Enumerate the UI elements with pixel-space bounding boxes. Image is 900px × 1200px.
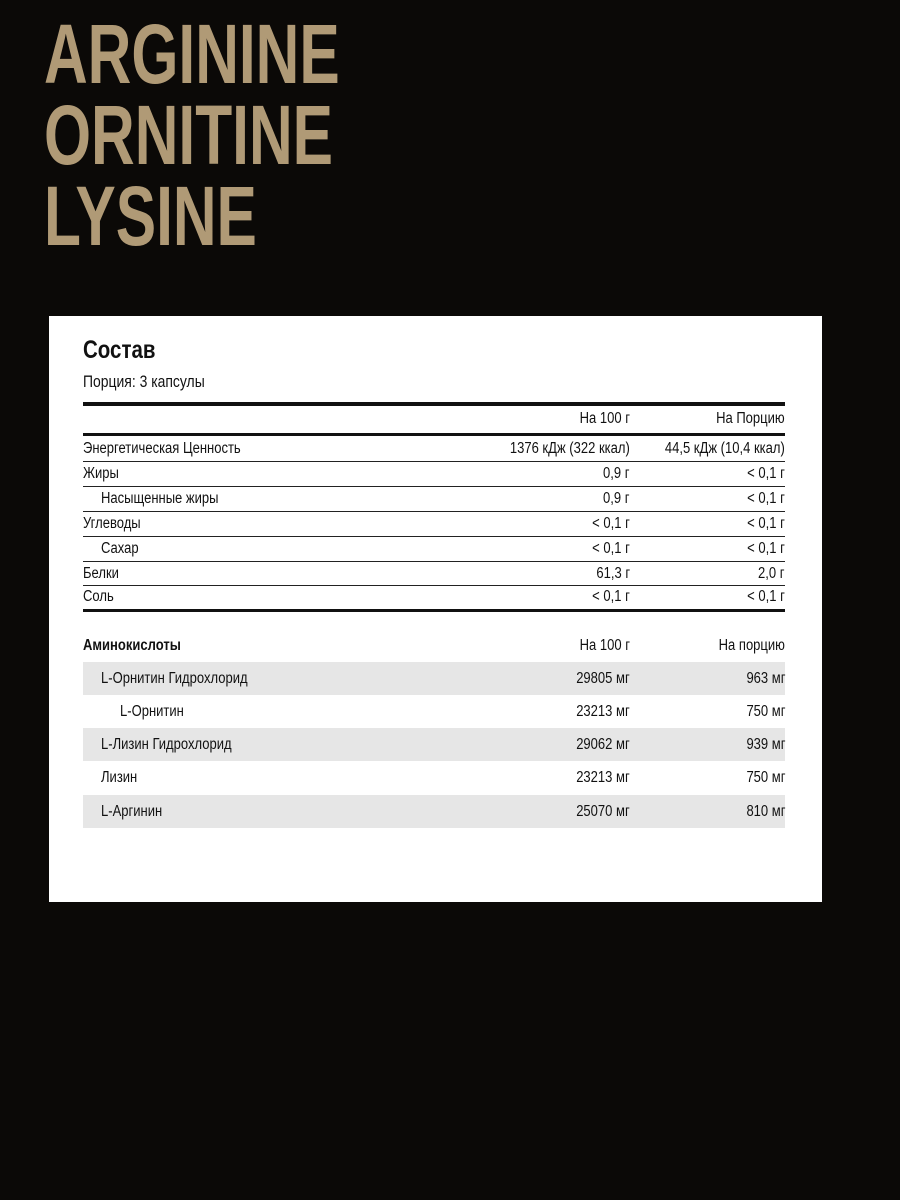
amino-per-serving: 963 мг — [745, 670, 785, 687]
nutrition-name: Насыщенные жиры — [101, 490, 219, 507]
amino-header-per-100: На 100 г — [579, 637, 630, 654]
product-headline — [44, 7, 455, 263]
nutrition-per-100: 61,3 г — [596, 565, 630, 582]
table-top-rule — [83, 402, 785, 406]
nutrition-per-100: < 0,1 г — [592, 540, 630, 557]
headline-line-ornitine: ORNITINE — [44, 88, 333, 182]
header-rule — [83, 433, 785, 436]
nutrition-name: Белки — [83, 565, 119, 582]
nutrition-row-salt — [83, 585, 785, 609]
amino-row-arginine — [83, 795, 785, 828]
header-per-100: На 100 г — [579, 410, 630, 427]
nutrition-name: Энергетическая Ценность — [83, 440, 241, 457]
amino-name: L-Лизин Гидрохлорид — [101, 736, 232, 753]
nutrition-row-energy — [83, 437, 785, 461]
nutrition-name: Соль — [83, 588, 114, 605]
nutrition-header-row — [83, 407, 785, 431]
amino-per-serving: 750 мг — [745, 769, 785, 786]
amino-header-per-serving: На порцию — [718, 637, 785, 654]
amino-row-ornithine-hcl — [83, 662, 785, 695]
amino-row-ornithine — [83, 695, 785, 728]
nutrition-per-100: 1376 кДж (322 ккал) — [510, 440, 630, 457]
nutrition-per-serving: < 0,1 г — [747, 588, 785, 605]
amino-per-serving: 750 мг — [745, 703, 785, 720]
nutrition-per-serving: < 0,1 г — [747, 465, 785, 482]
header-per-serving: На Порцию — [716, 410, 785, 427]
nutrition-per-100: 0,9 г — [603, 465, 630, 482]
nutrition-row-protein — [83, 562, 785, 586]
nutrition-row-saturated-fat — [83, 487, 785, 511]
nutrition-per-serving: < 0,1 г — [747, 515, 785, 532]
amino-name: Лизин — [101, 769, 138, 786]
amino-per-100: 29805 мг — [576, 670, 630, 687]
nutrition-row-sugar — [83, 537, 785, 561]
amino-per-100: 29062 мг — [576, 736, 630, 753]
nutrition-name: Углеводы — [83, 515, 141, 532]
nutrition-per-serving: < 0,1 г — [747, 490, 785, 507]
nutrition-per-100: 0,9 г — [603, 490, 630, 507]
amino-name: L-Орнитин Гидрохлорид — [101, 670, 248, 687]
amino-per-serving: 810 мг — [745, 803, 785, 820]
amino-per-100: 23213 мг — [576, 703, 630, 720]
amino-header-row — [83, 631, 785, 661]
nutrition-per-serving: 44,5 кДж (10,4 ккал) — [665, 440, 785, 457]
composition-panel — [49, 316, 822, 902]
nutrition-row-fat — [83, 462, 785, 486]
table-bottom-rule — [83, 609, 785, 612]
amino-header-name: Аминокислоты — [83, 637, 181, 654]
headline-line-arginine: ARGININE — [44, 7, 340, 101]
nutrition-per-serving: < 0,1 г — [747, 540, 785, 557]
panel-title: Состав — [83, 336, 156, 364]
nutrition-per-100: < 0,1 г — [592, 588, 630, 605]
serving-size: Порция: 3 капсулы — [83, 372, 205, 391]
nutrition-per-100: < 0,1 г — [592, 515, 630, 532]
amino-per-serving: 939 мг — [745, 736, 785, 753]
headline-line-lysine: LYSINE — [44, 169, 257, 263]
amino-name: L-Аргинин — [101, 803, 163, 820]
amino-name: L-Орнитин — [120, 703, 184, 720]
nutrition-per-serving: 2,0 г — [758, 565, 785, 582]
nutrition-name: Жиры — [83, 465, 119, 482]
nutrition-row-carbs — [83, 512, 785, 536]
amino-row-lysine — [83, 761, 785, 794]
amino-row-lysine-hcl — [83, 728, 785, 761]
amino-per-100: 23213 мг — [576, 769, 630, 786]
amino-per-100: 25070 мг — [576, 803, 630, 820]
nutrition-name: Сахар — [101, 540, 139, 557]
